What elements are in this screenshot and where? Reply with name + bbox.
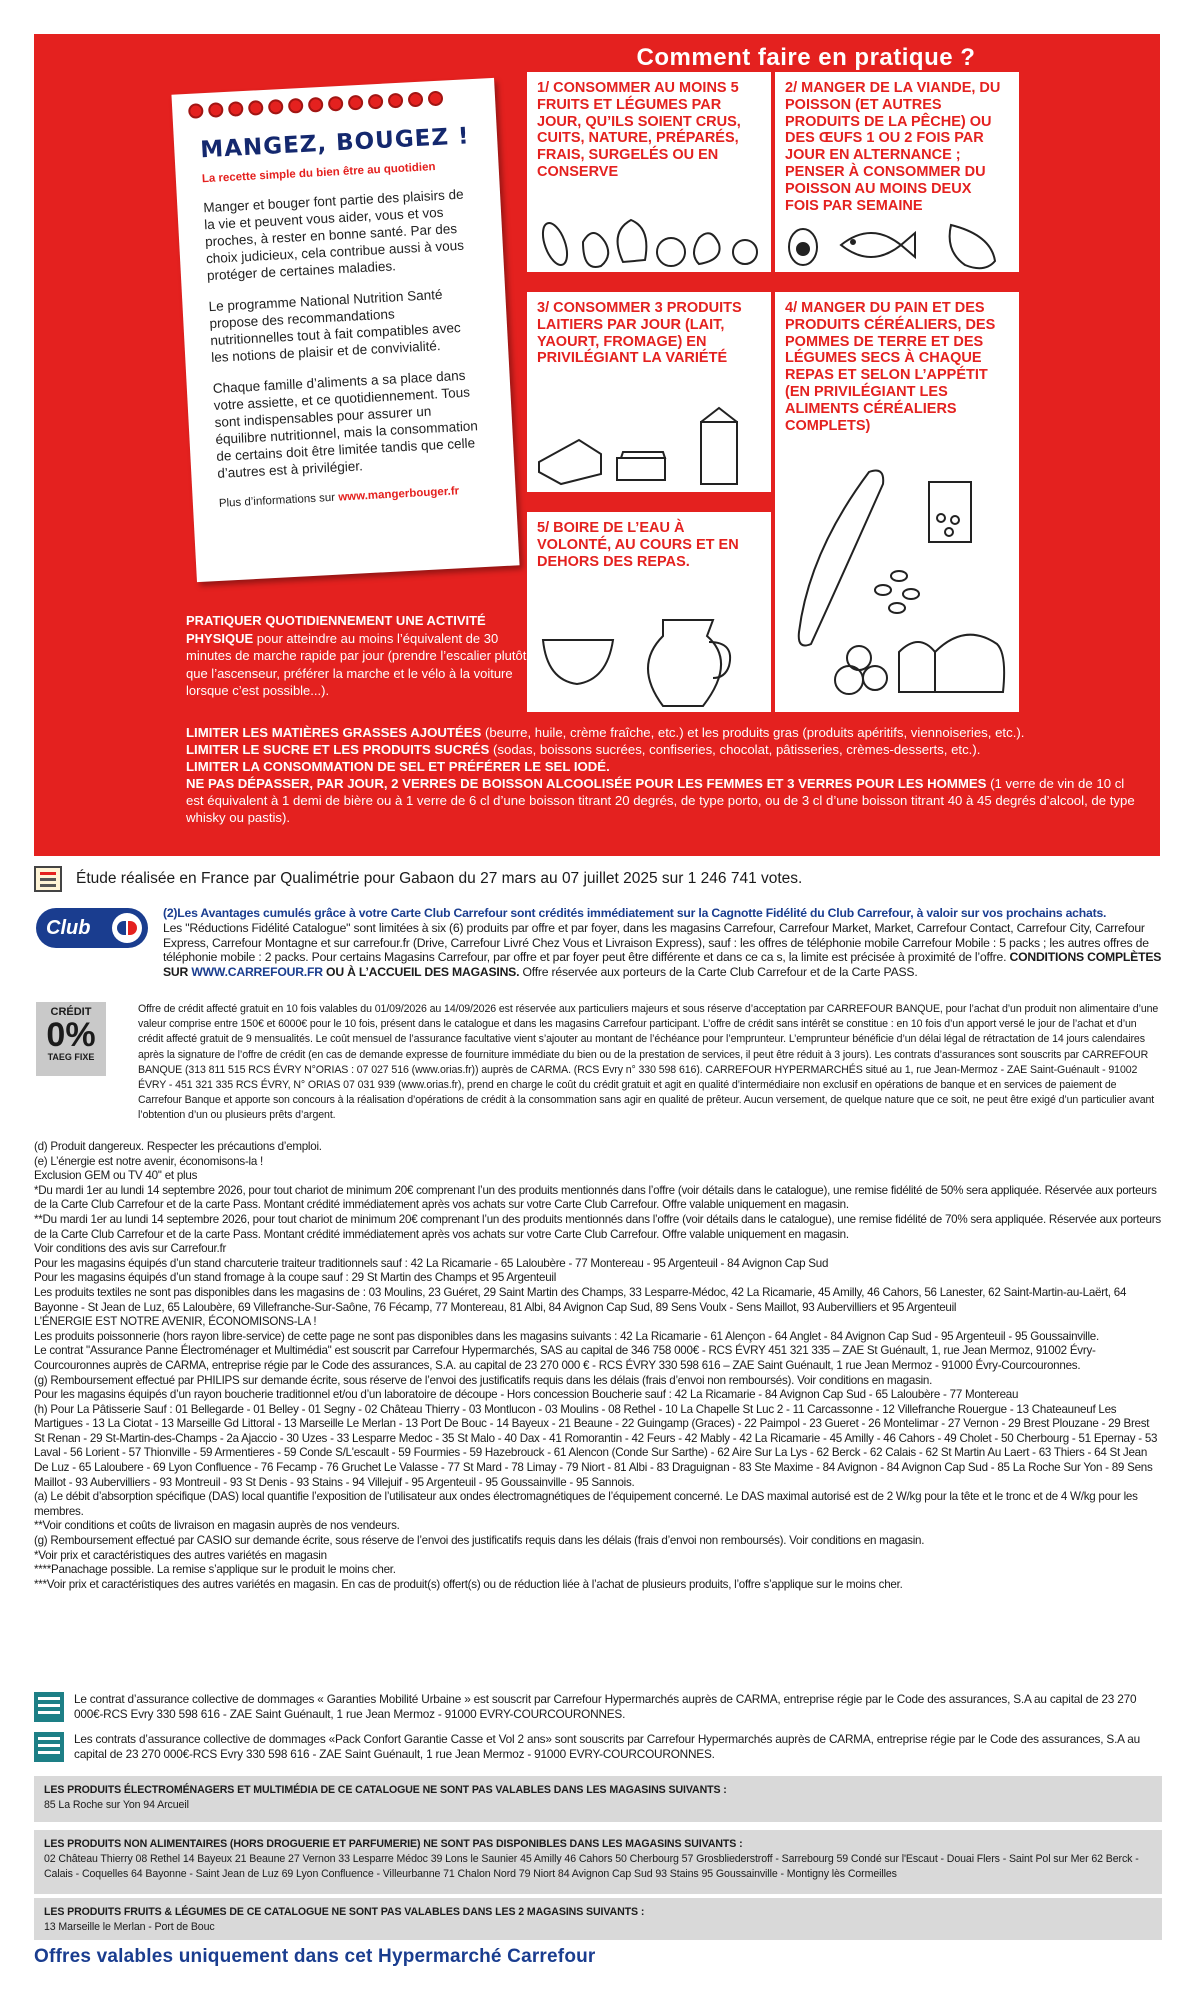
card-meat-fish-eggs xyxy=(775,72,1019,272)
card-bread-cereals xyxy=(775,292,1019,712)
mangez-bougez-note xyxy=(171,78,519,582)
note-subtitle: La recette simple du bien être au quotidien xyxy=(201,161,436,186)
award-badge-icon xyxy=(34,866,62,892)
study-text: Étude réalisée en France par Qualimétrie pour Gabaon du 27 mars au 07 juillet 2025 sur 1 246 741 votes. xyxy=(76,870,803,887)
excluded-stores-electro: LES PRODUITS ÉLECTROMÉNAGERS ET MULTIMÉDIA DE CE CATALOGUE NE SONT PAS VALABLES DANS LES MAGASINS SUIVANTS : 85 La Roche sur Yon 94 Arcueil xyxy=(34,1776,1162,1822)
excluded-stores-fruits: LES PRODUITS FRUITS & LÉGUMES DE CE CATALOGUE NE SONT PAS VALABLES DANS LES 2 MAGASINS SUIVANTS : 13 Marseille le Merlan - Port de Bouc xyxy=(34,1898,1162,1940)
mangerbouger-link[interactable]: www.mangerbouger.fr xyxy=(337,485,460,504)
carrefour-logo-icon xyxy=(112,913,142,943)
study-line xyxy=(34,866,802,892)
excluded-stores-non-food: LES PRODUITS NON ALIMENTAIRES (HORS DROGUERIE ET PARFUMERIE) NE SONT PAS DISPONIBLES DANS LES MAGASINS SUIVANTS : 02 Château Thierry 08 Rethel 14 Bayeux 21 Beaune 27 Vernon 33 Lesparre Médoc 39 Lons le Saunier 45 Amilly 46 Cahors 50 Cherbourg 57 Grosbliederstroff - Sarrebourg 59 Condé sur l'Escaut - Douai Flers - Saint Pol sur Mer 62 Berck - Calais - Coquelles 64 Bayonne - Saint Jean de Luz 69 Lyon Confluence - Villeurbanne 71 Chalon Nord 79 Niort 84 Avignon Cap Sud 93 Stains 95 Goussainville - Montigny lès Cormeilles xyxy=(34,1830,1162,1894)
carrefour-link[interactable]: WWW.CARREFOUR.FR xyxy=(191,965,323,980)
note-paragraph: Chaque famille d’aliments a sa place dans votre assiette, et ce quotidiennement. Tous sont indispensables pour assurer un équilibre nutritionnel, mais la consommation de certains doit être limitée tandis que celle d’autres est à privilégier. xyxy=(212,367,479,481)
legal-mentions: (d) Produit dangereux. Respecter les précautions d’emploi. (e) L’énergie est notre avenir, économisons-la ! Exclusion GEM ou TV 40'' et plus *Du mardi 1er au lundi 14 septembre 2026, pour tout chariot de minimum 20€ comprenant l’un des produits mentionnés dans l’offre (voir détails dans le catalogue), une remise fidélité de 50% sera appliquée. Réservée aux porteurs de la Carte Club Carrefour et de la carte Pass. Montant crédité immédiatement après vos achats sur votre Carte Club Carrefour. Offre valable uniquement en magasin. **Du mardi 1er au lundi 14 septembre 2026, pour tout chariot de minimum 20€ comprenant l’un des produits mentionnés dans l’offre (voir détails dans le catalogue), une remise fidélité de 70% sera appliquée. Réservée aux porteurs de la Carte Club Carrefour et de la carte Pass. Montant crédité immédiatement après vos achats sur votre Carte Club Carrefour. Offre valable uniquement en magasin. Voir conditions des avis sur Carrefour.fr Pour les magasins équipés d’un stand charcuterie traiteur traditionnels sauf : 42 La Ricamarie - 65 Laloubère - 77 Montereau - 95 Argenteuil - 84 Avignon Cap Sud Pour les magasins équipés d’un stand fromage à la coupe sauf : 29 St Martin des Champs et 95 Argenteuil Les produits textiles ne sont pas disponibles dans les magasins de : 03 Moulins, 23 Guéret, 29 Saint Martin des Champs, 33 Lesparre-Médoc, 42 La Ricamarie, 45 Amilly, 46 Cahors, 56 Lanester, 62 Saint-Martin-au-Laërt, 64 Bayonne - St Jean de Luz, 65 Laloubère, 69 Villefranche-Sur-Saône, 76 Fécamp, 77 Montereau, 81 Albi, 84 Avignon Cap Sud, 89 Sens Voulx - Sens Maillot, 93 Aubervilliers et 95 Argenteuil L’ÉNERGIE EST NOTRE AVENIR, ÉCONOMISONS-LA ! Les produits poissonnerie (hors rayon libre-service) de cette page ne sont pas disponibles dans les magasins suivants : 42 La Ricamarie - 61 Alençon - 64 Anglet - 84 Avignon Cap Sud - 95 Argenteuil - 95 Goussainville. Le contrat "Assurance Panne Électroménager et Multimédia" est souscrit par Carrefour Hypermarchés, SAS au capital de 346 758 000€ - RCS ÉVRY 451 321 335 – ZAE St Guénault, 1, rue Jean Mermoz, 91002 Évry-Courcouronnes auprès de CARMA, entreprise régie par le Code des assurances, S.A. au capital de 23 270 000 € - RCS ÉVRY 330 598 616 – ZAE Saint Guénault, 1 rue Jean Mermoz - 91000 Évry-Courcouronnes. (g) Remboursement effectué par PHILIPS sur demande écrite, sous réserve de l’envoi des justificatifs requis dans les délais (frais d’envoi non remboursés). Voir conditions en magasin. Pour les magasins équipés d’un rayon boucherie traditionnel et/ou d’un laboratoire de découpe - Hors concession Boucherie sauf : 42 La Ricamarie - 84 Avignon Cap Sud - 65 Laloubère - 77 Montereau (h) Pour La Pâtisserie Sauf : 01 Bellegarde - 01 Belley - 01 Segny - 02 Château Thierry - 03 Montlucon - 03 Moulins - 08 Rethel - 10 La Chapelle St Luc 2 - 11 Carcassonne - 12 Villefranche Rouergue - 13 Chateauneuf Les Martigues - 13 La Ciotat - 13 Marseille Gd Littoral - 13 Marseille Le Merlan - 13 Port De Bouc - 14 Bayeux - 21 Beaune - 22 Guingamp (Graces) - 22 Paimpol - 23 Gueret - 26 Montelimar - 27 Vernon - 29 Brest Plouzane - 29 Brest St Renan - 29 St-Martin-des-Champs - 2a Ajaccio - 30 Uzes - 33 Lesparre Medoc - 35 St Malo - 40 Dax - 41 Romorantin - 42 Feurs - 42 Mably - 42 La Ricamarie - 45 Amilly - 46 Cahors - 49 Cholet - 50 Cherbourg - 51 Epernay - 53 Laval - 56 Lorient - 57 Thionville - 59 Armentieres - 59 Conde S/L'escault - 59 Fourmies - 59 Hazebrouck - 61 Alencon (Conde Sur Sarthe) - 62 Aire Sur La Lys - 62 Berck - 62 Calais - 62 St Martin Au Laert - 63 Thiers - 64 St Jean De Luz - 65 Laloubere - 69 Lyon Confluence - 76 Fecamp - 76 Gruchet Le Valasse - 77 St Mard - 78 Limay - 79 Niort - 81 Albi - 83 Draguignan - 83 Ste Maxime - 84 Avignon - 84 Avignon Cap Sud - 85 La Roche Sur Yon - 89 Sens Maillot - 93 Aubervilliers - 93 Montreuil - 93 St Denis - 93 Stains - 94 Villejuif - 95 Argenteuil - 95 Goussainville - 95 Sannois. (a) Le débit d’absorption spécifique (DAS) local quantifie l’exposition de l’utilisateur aux ondes électromagnétiques de l’équipement concerné. Le DAS maximal autorisé est de 2 W/kg pour la tête et le tronc et de 4 W/kg pour les membres. **Voir conditions et coûts de livraison en magasin auprès de nos vendeurs. (g) Remboursement effectué par CASIO sur demande écrite, sous réserve de l’envoi des justificatifs requis dans les délais (frais d’envoi non remboursés). Voir conditions en magasin. *Voir prix et caractéristiques des autres variétés en magasin ****Panachage possible. La remise s’applique sur le produit le moins cher. ***Voir prix et caractéristiques des autres variétés en magasin. En cas de produit(s) offert(s) ou de réduction liée à l’achat de plusieurs produits, l’offre s’applique sur le moins cher. xyxy=(34,1140,1161,1591)
card-text: 1/ CONSOMMER AU MOINS 5 FRUITS ET LÉGUMES PAR JOUR, QU’ILS SOIENT CRUS, CUITS, NATURE, PRÉPARÉS, FRAIS, SURGELÉS OU EN CONSERVE xyxy=(537,80,741,180)
credit-conditions: Offre de crédit affecté gratuit en 10 fois valables du 01/09/2026 au 14/09/2026 est réservée aux particuliers majeurs et sous réserve d’acceptation par CARREFOUR BANQUE, pour l’achat d’un produit non alimentaire d’une valeur comprise entre 150€ et 6000€ pour le 10 fois, présent dans le catalogue et dans les magasins Carrefour participant. L’offre de crédit sans intérêt se constitue : en 10 fois d’un apport versé le jour de l’achat et d’un crédit affecté gratuit de 9 mensualités. Le coût mensuel de l’assurance facultative vient s’ajouter au montant de l’échéance pour l’emprunteur. L’emprunteur bénéficie d’un délai légal de rétractation de 14 jours calendaires après la signature de l’offre de crédit (en cas de demande expresse de fourniture immédiate du bien ou de la prestation de services, il peut être réduit à 3 jours). Les contrats d’assurances sont souscrits par CARREFOUR BANQUE (313 811 515 RCS ÉVRY N°ORIAS : 07 027 516 (www.orias.fr)) auprès de CARMA. (RCS Evry n° 330 598 616). CARREFOUR HYPERMARCHÉS situé au 1, rue Jean-Mermoz - ZAE Saint-Guénault - 91002 ÉVRY - 451 321 335 RCS ÉVRY, N° ORIAS 07 031 939 (www.orias.fr), prend en charge le coût du crédit gratuit et agit en qualité d’intermédiaire non exclusif en opérations de banque et en services de paiement de Carrefour Banque et apporte son concours à la réalisation d’opérations de crédit à la consommation sans agir en qualité de prêteur. Aucun versement, de quelque nature que ce soit, ne peut être exigé d’un particulier avant l’obtention d’un ou plusieurs prêts d’argent. xyxy=(138,1003,1159,1122)
dairy-products-icon xyxy=(533,402,765,488)
club-carrefour-logo: Club xyxy=(36,908,148,948)
card-dairy xyxy=(527,292,771,492)
card-text: 3/ CONSOMMER 3 PRODUITS LAITIERS PAR JOUR (LAIT, YAOURT, FROMAGE) EN PRIVILÉGIANT LA VARIÉTÉ xyxy=(537,300,742,367)
nutrition-panel xyxy=(34,34,1160,856)
card-water xyxy=(527,512,771,712)
water-jug-icon xyxy=(533,594,765,708)
credit-0-taeg-logo: CRÉDIT 0% TAEG FIXE xyxy=(36,1002,106,1076)
insurance-badge-icon xyxy=(34,1692,64,1722)
physical-activity-text: PRATIQUER QUOTIDIENNEMENT UNE ACTIVITÉ PHYSIQUE pour atteindre au moins l’équivalent de 30 minutes de marche rapide par jour (prendre l’escalier plutôt que l’ascenseur, préférer la marche et le vélo à la voiture lorsque c’est possible...). xyxy=(186,613,527,698)
insurance-pack-confort: Les contrats d’assurance collective de dommages «Pack Confort Garantie Casse et Vol 2 ans» sont souscrits par Carrefour Hypermarchés auprès de CARMA, entreprise régie par le Code des assurances, S.A au capital de 23 270 000€-RCS Evry 330 598 616 - ZAE Saint Guénault, 1 rue Jean Mermoz - 91000 EVRY-COURCOURONNES. xyxy=(34,1732,1162,1762)
more-info: Plus d’informations sur www.mangerbouger.fr xyxy=(218,485,460,510)
card-text: 4/ MANGER DU PAIN ET DES PRODUITS CÉRÉALIERS, DES POMMES DE TERRE ET DES LÉGUMES SECS À CHAQUE REPAS ET SELON L’APPÉTIT (EN PRIVILÉGIANT LES ALIMENTS CÉRÉALIERS COMPLETS) xyxy=(785,300,996,434)
card-text: 5/ BOIRE DE L’EAU À VOLONTÉ, AU COURS ET EN DEHORS DES REPAS. xyxy=(537,520,739,570)
spiral-binding-icon xyxy=(188,91,443,119)
footer-offers: Offres valables uniquement dans cet Hypermarché Carrefour xyxy=(34,1946,596,1967)
panel-title: Comment faire en pratique ? xyxy=(636,44,976,71)
card-text: 2/ MANGER DE LA VIANDE, DU POISSON (ET AUTRES PRODUITS DE LA PÊCHE) OU DES ŒUFS 1 OU 2 FOIS PAR JOUR EN ALTERNANCE ; PENSER À CONSOMMER DU POISSON AU MOINS DEUX FOIS PAR SEMAINE xyxy=(785,80,1001,214)
bread-potatoes-icon xyxy=(779,462,1015,708)
insurance-badge-icon xyxy=(34,1732,64,1762)
fish-eggs-meat-icon xyxy=(781,217,1013,271)
card-fruits-vegetables xyxy=(527,72,771,272)
note-paragraph: Manger et bouger font partie des plaisirs de la vie et peuvent vous aider, vous et vos proches, à rester en bonne santé. Par des choix judicieux, cela contribue aussi à vous protéger de certaines maladies. xyxy=(203,186,465,284)
insurance-mobility: Le contrat d’assurance collective de dommages « Garanties Mobilité Urbaine » est souscrit par Carrefour Hypermarchés auprès de CARMA, entreprise régie par le Code des assurances, S.A au capital de 23 270 000€-RCS Evry 330 598 616 - ZAE Saint Guénault, 1 rue Jean Mermoz - 91000 EVRY-COURCOURONNES. xyxy=(34,1692,1162,1722)
note-paragraph: Le programme National Nutrition Santé propose des recommandations nutritionnelles tout à fait compatibles avec les notions de plaisir et de convivialité. xyxy=(208,286,462,366)
note-title: MANGEZ, BOUGEZ ! xyxy=(199,123,471,164)
limits-text: LIMITER LES MATIÈRES GRASSES AJOUTÉES (beurre, huile, crème fraîche, etc.) et les produits gras (produits apéritifs, viennoiseries, etc.). LIMITER LE SUCRE ET LES PRODUITS SUCRÉS (sodas, boissons sucrées, confiseries, chocolat, pâtisseries, crèmes-desserts, etc.). LIMITER LA CONSOMMATION DE SEL ET PRÉFÉRER LE SEL IODÉ. NE PAS DÉPASSER, PAR JOUR, 2 VERRES DE BOISSON ALCOOLISÉE POUR LES FEMMES ET 3 VERRES POUR LES HOMMES (1 verre de vin de 10 cl est équivalent à 1 demi de bière ou à 1 verre de 6 cl d’une boisson titrant 20 degrés, de type porto, ou de 3 cl d’une boisson titrant 40 à 45 degrés d’alcool, de type whisky ou pastis). xyxy=(186,725,1135,825)
fruits-vegetables-icon xyxy=(533,212,765,270)
club-conditions: (2)Les Avantages cumulés grâce à votre Carte Club Carrefour sont crédités immédiatement sur la Cagnotte Fidélité du Club Carrefour, à valoir sur vos prochains achats. Les "Réductions Fidélité Catalogue" sont limitées à six (6) produits par offre et par foyer, dans les magasins Carrefour, Carrefour Market, Market, Carrefour Contact, Carrefour City, Carrefour Express, Carrefour Montagne et sur carrefour.fr (Drive, Carrefour Livré Chez Vous et Livraison Express), sauf : les offres de téléphonie mobile Carrefour Mobile : 5 packs ; les autres offres de téléphonie mobile : 2 packs. Pour certains Magasins Carrefour, par offre et par foyer peut être différente et dans ce ca s, la limite est précisée à proximité de l’offre. CONDITIONS COMPLÈTES SUR WWW.CARREFOUR.FR OU À L’ACCUEIL DES MAGASINS. Offre réservée aux porteurs de la Carte Club Carrefour et de la Carte PASS. xyxy=(163,906,1162,980)
